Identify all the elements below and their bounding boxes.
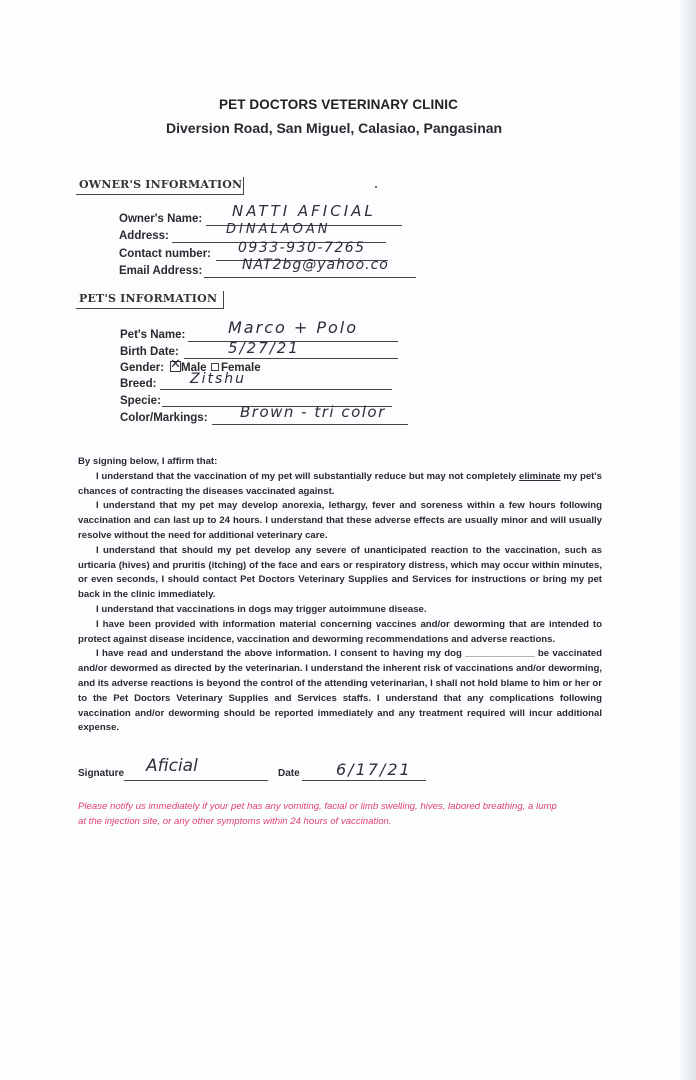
consent-paragraph-2: I understand that my pet may develop anorexia, lethargy, fever and soreness within a few hours following vaccination and can last up to 24 hours. I understand that these adverse effects are usually minor and will usually resolve without the need for additional veterinary care. [78, 500, 602, 541]
signature-line [124, 780, 268, 781]
pet-section-header: PET'S INFORMATION [76, 291, 224, 309]
clinic-address: Diversion Road, San Miguel, Calasiao, Pangasinan [166, 120, 503, 136]
male-label: Male [181, 362, 207, 374]
specie-label: Specie: [120, 395, 161, 407]
color-markings-value[interactable]: Brown - tri color [240, 403, 386, 421]
check-mark-icon: ✕ [170, 356, 181, 371]
scan-edge-shadow [678, 0, 696, 1080]
owner-name-value[interactable]: NATTI AFICIAL [232, 202, 376, 220]
consent-paragraph-4: I understand that vaccinations in dogs may trigger autoimmune disease. [96, 603, 427, 615]
scan-speck [375, 186, 377, 188]
owner-address-label: Address: [119, 230, 169, 242]
female-checkbox[interactable] [211, 363, 219, 371]
birth-date-value[interactable]: 5/27/21 [228, 339, 300, 357]
owner-contact-label: Contact number: [119, 248, 211, 260]
owner-contact-value[interactable]: 0933-930-7265 [238, 240, 366, 256]
owner-email-label: Email Address: [119, 265, 203, 277]
birth-date-label: Birth Date: [120, 346, 179, 358]
owner-name-label: Owner's Name: [119, 213, 203, 225]
pet-name-value[interactable]: Marco + Polo [228, 318, 359, 337]
consent-p1-text-end: my pet's chances of contracting the diseases vaccinated against. [78, 470, 602, 497]
consent-p1-text: I understand that the vaccination of my pet will substantially reduce but may not completely [96, 470, 520, 482]
signature-value[interactable]: Aficial [146, 756, 198, 776]
consent-p1-underlined: eliminate [519, 470, 561, 482]
consent-paragraph-1 [78, 470, 602, 500]
signature-label: Signature [78, 768, 125, 779]
male-checkbox[interactable] [170, 356, 181, 372]
owner-address-value[interactable]: DINALAOAN [226, 222, 331, 237]
owner-section-header: OWNER'S INFORMATION [76, 177, 244, 195]
consent-intro: By signing below, I affirm that: [78, 456, 218, 467]
breed-value[interactable]: Zitshu [190, 371, 247, 387]
color-markings-line [212, 424, 408, 425]
color-markings-label: Color/Markings: [120, 412, 208, 424]
consent-paragraph-6: I have read and understand the above information. I consent to having my dog _____________ be vaccinated and/or dewormed as directed by the veterinarian. I understand the inherent risk of vaccinations and/or deworming, and its adverse reactions is beyond the control of the attending veterinarian, I shall not hold blame to him or her or to the Pet Doctors Veterinary Supplies and Services staffs. I understand that any complications following vaccination and/or deworming should be reported immediately and any treatment required will incur additional expense. [78, 648, 602, 734]
breed-line [160, 389, 392, 390]
date-value[interactable]: 6/17/21 [336, 760, 412, 779]
owner-email-line [204, 277, 416, 278]
consent-text [78, 455, 602, 736]
notice-text: Please notify us immediately if your pet has any vomiting, facial or limb swelling, hives, labored breathing, a lump at the injection site, or any other symptoms within 24 hours of vaccination. [78, 801, 557, 827]
date-label: Date [278, 768, 300, 779]
consent-paragraph-5: I have been provided with information material concerning vaccines and/or deworming that are intended to protect against disease incidence, vaccination and deworming recommendations and adverse reactions. [78, 618, 602, 645]
birth-date-line [184, 358, 398, 359]
owner-email-value[interactable]: NAT2bg@yahoo.co [242, 257, 389, 273]
consent-paragraph-3: I understand that should my pet develop any severe of unanticipated reaction to the vaccination, such as urticaria (hives) and pruritis (itching) of the face and ears or respiratory distress, which may occur within minutes, or even seconds, I should contact Pet Doctors Veterinary Supplies and Services for instructions or bring my pet back in the clinic immediately. [78, 544, 602, 601]
female-label: Female [221, 362, 261, 374]
clinic-name: PET DOCTORS VETERINARY CLINIC [219, 97, 458, 112]
date-line [302, 780, 426, 781]
pet-name-label: Pet's Name: [120, 329, 186, 341]
gender-label: Gender: [120, 362, 165, 374]
breed-label: Breed: [120, 378, 157, 390]
